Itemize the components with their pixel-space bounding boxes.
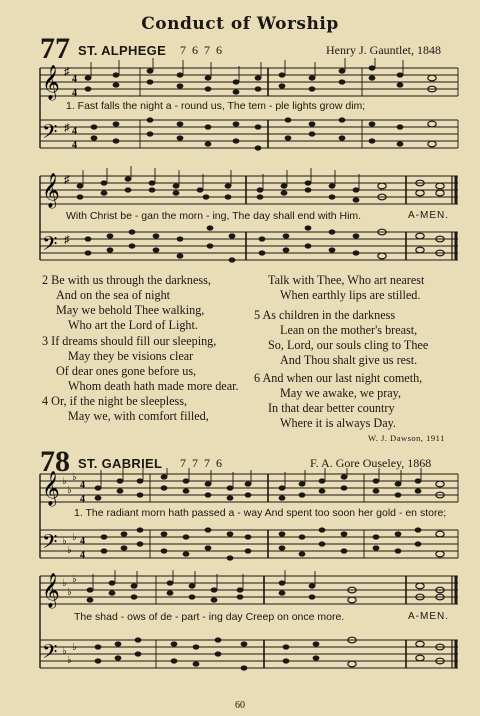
hymn-78-system-1 (0, 468, 480, 578)
svg-text:♭: ♭ (72, 574, 77, 585)
svg-text:♯: ♯ (64, 234, 70, 246)
hymn-78-meter: 7 7 7 6 (180, 456, 224, 470)
svg-text:𝄞: 𝄞 (42, 471, 60, 506)
svg-text:4: 4 (80, 536, 85, 547)
svg-text:♭: ♭ (62, 646, 67, 657)
hymn-77-lyric-line-1: 1. Fast falls the night a - round us, The tem - ple lights grow dim; (66, 100, 366, 112)
svg-text:4: 4 (80, 494, 85, 505)
svg-text:♭: ♭ (62, 578, 67, 589)
stanza-5: 5 As children in the darkness Lean on the mother's breast, So, Lord, our souls cling to Thee And Thou shalt give us rest. (254, 308, 429, 367)
svg-text:♭: ♭ (72, 472, 77, 483)
svg-text:♯: ♯ (64, 174, 70, 186)
svg-text:4: 4 (72, 74, 77, 85)
svg-text:♭: ♭ (62, 536, 67, 547)
svg-text:𝄢: 𝄢 (42, 530, 58, 558)
svg-text:4: 4 (72, 126, 77, 137)
hymn-78-composer: F. A. Gore Ouseley, 1868 (310, 456, 432, 470)
svg-text:𝄞: 𝄞 (42, 173, 60, 208)
svg-text:4: 4 (80, 550, 85, 561)
svg-text:♭: ♭ (67, 545, 72, 556)
hymn-78-system-2 (0, 568, 480, 680)
hymn-78-number: 78 (40, 445, 70, 478)
hymn-77-text-credit: W. J. Dawson, 1911 (368, 433, 445, 443)
hymn-78-lyric-line-2: The shad - ows of de - part - ing day Creep on once more. (74, 611, 345, 623)
hymn-78-lyric-line-1: 1. The radiant morn hath passed a - way And spent too soon her gold - en store; (74, 507, 447, 519)
hymn-77-composer: Henry J. Gauntlet, 1848 (326, 43, 441, 57)
svg-text:4: 4 (72, 140, 77, 151)
svg-text:𝄢: 𝄢 (42, 640, 58, 668)
page-number: 60 (235, 700, 245, 711)
stanza-4: 4 Or, if the night be sleepless, May we, with comfort filled, (42, 394, 209, 423)
svg-text:4: 4 (72, 88, 77, 99)
svg-text:♯: ♯ (64, 122, 70, 134)
svg-text:♭: ♭ (67, 587, 72, 598)
stanza-3: 3 If dreams should fill our sleeping, May they be visions clear Of dear ones gone before us, Whom death hath made more dear. (42, 334, 239, 393)
hymn-77-system-1 (0, 58, 480, 168)
hymn-77-amen: A-MEN. (408, 210, 449, 221)
stanza-6: 6 And when our last night cometh, May we awake, we pray, In that dear better country Where it is always Day. (254, 371, 423, 430)
svg-text:♭: ♭ (67, 485, 72, 496)
hymn-78-tune-name: ST. GABRIEL (78, 456, 163, 471)
svg-text:4: 4 (80, 480, 85, 491)
svg-text:♭: ♭ (67, 655, 72, 666)
svg-text:𝄢: 𝄢 (42, 120, 58, 148)
svg-text:𝄢: 𝄢 (42, 232, 58, 260)
svg-text:𝄞: 𝄞 (42, 65, 60, 100)
running-head: Conduct of Worship (141, 14, 339, 34)
svg-text:♯: ♯ (64, 66, 70, 78)
svg-text:♭: ♭ (72, 642, 77, 653)
hymn-77-number: 77 (40, 32, 70, 65)
svg-text:♭: ♭ (62, 476, 67, 487)
hymn-77-meter: 7 6 7 6 (180, 43, 224, 57)
hymn-78-amen: A-MEN. (408, 611, 449, 622)
hymn-77-tune-name: ST. ALPHEGE (78, 43, 167, 58)
svg-text:𝄞: 𝄞 (42, 573, 60, 608)
svg-text:♭: ♭ (72, 532, 77, 543)
stanza-2: 2 Be with us through the darkness, And on the sea of night May we behold Thee walking, Who art the Lord of Light. (42, 273, 211, 332)
stanza-4-continued: Talk with Thee, Who art nearest When earthly lips are stilled. (268, 273, 425, 302)
hymn-77-lyric-line-2: With Christ be - gan the morn - ing, The day shall end with Him. (66, 210, 362, 222)
